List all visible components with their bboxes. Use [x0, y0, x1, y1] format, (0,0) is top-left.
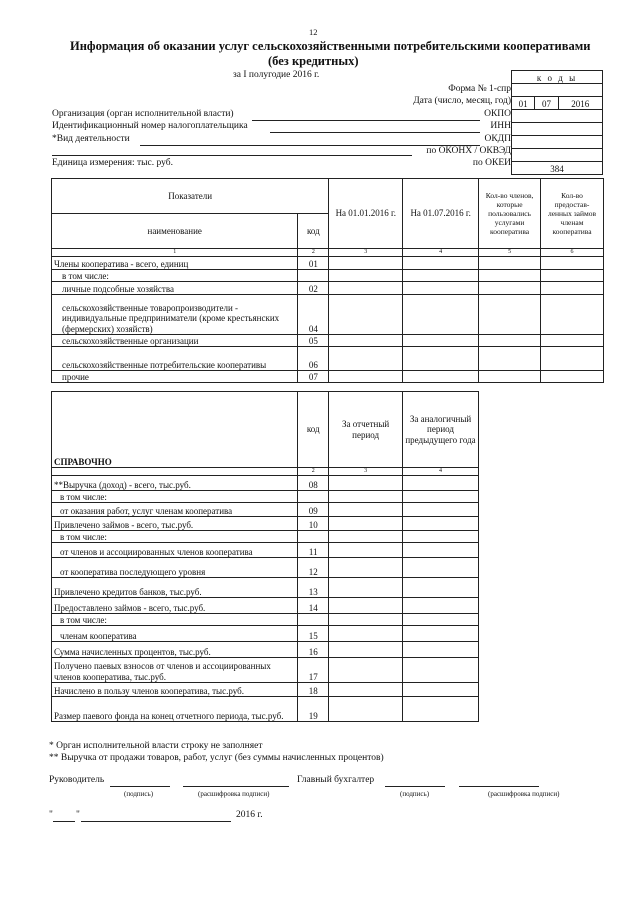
h-previous-period: За аналогичный период предыдущего года: [403, 392, 479, 468]
value-cell[interactable]: [329, 543, 403, 558]
table-row: [52, 347, 604, 371]
org-label: Организация (орган исполнительной власти): [52, 109, 234, 119]
row-name: в том числе:: [52, 270, 298, 282]
row-name: от членов и ассоциированных членов кооператива: [52, 543, 298, 558]
head-label: Руководитель: [49, 775, 105, 785]
idx-cell: 1: [52, 249, 298, 257]
value-cell[interactable]: [329, 371, 403, 383]
okdp-label: ОКДП: [484, 134, 511, 144]
value-cell[interactable]: [329, 503, 403, 517]
inn-field[interactable]: [270, 132, 480, 133]
table-row: [52, 697, 479, 722]
form-code-cell: [512, 84, 603, 97]
row-code: [298, 270, 329, 282]
table-row: [52, 531, 479, 543]
row-name: в том числе:: [52, 531, 298, 543]
value-cell[interactable]: [403, 598, 479, 614]
table-row: [52, 578, 479, 598]
row-name: Привлечено кредитов банков, тыс.руб.: [52, 578, 298, 598]
row-code: [298, 614, 329, 626]
value-cell[interactable]: [479, 282, 541, 295]
value-cell[interactable]: [479, 257, 541, 270]
value-cell[interactable]: [403, 347, 479, 371]
row-name: от кооператива последующего уровня: [52, 558, 298, 578]
row-code: 15: [298, 626, 329, 642]
idx-cell: 3: [329, 249, 403, 257]
chief-accountant-label: Главный бухгалтер: [297, 775, 375, 785]
table-row: [52, 503, 479, 517]
okonh-cell: [512, 149, 603, 162]
value-cell[interactable]: [403, 476, 479, 491]
footnote-2: ** Выручка от продажи товаров, работ, услуг (без суммы начисленных процентов): [49, 753, 384, 763]
row-name: Получено паевых взносов от членов и ассоциированных членов кооператива, тыс.руб.: [52, 658, 298, 683]
value-cell[interactable]: [329, 683, 403, 697]
value-cell[interactable]: [541, 335, 604, 347]
row-name: в том числе:: [52, 491, 298, 503]
idx-cell: 3: [329, 468, 403, 476]
value-cell[interactable]: [329, 517, 403, 531]
row-name: членам кооператива: [52, 626, 298, 642]
row-name: личные подсобные хозяйства: [52, 282, 298, 295]
value-cell[interactable]: [403, 558, 479, 578]
table-row: [52, 257, 604, 270]
value-cell[interactable]: [479, 295, 541, 335]
idx-cell: 4: [403, 249, 479, 257]
value-cell[interactable]: [403, 543, 479, 558]
table-row: [52, 642, 479, 658]
head-decode-field[interactable]: [183, 786, 289, 787]
row-name: Предоставлено займов - всего, тыс.руб.: [52, 598, 298, 614]
row-code: 12: [298, 558, 329, 578]
okpo-label: ОКПО: [484, 109, 511, 119]
table-row: [52, 491, 479, 503]
row-name: сельскохозяйственные товаропроизводители - индивидуальные предприниматели (кроме крестьянских (фермерских) хозяйств): [52, 295, 298, 335]
value-cell[interactable]: [479, 335, 541, 347]
row-name: сельскохозяйственные организации: [52, 335, 298, 347]
row-code: 14: [298, 598, 329, 614]
codes-header: к о д ы: [512, 71, 603, 84]
value-cell[interactable]: [329, 578, 403, 598]
decode-caption: (расшифровка подписи): [198, 790, 270, 798]
inn-label-left: Идентификационный номер налогоплательщика: [52, 121, 248, 131]
table-row: [52, 295, 604, 335]
sign-caption: (подпись): [400, 790, 430, 798]
row-name: **Выручка (доход) - всего, тыс.руб.: [52, 476, 298, 491]
value-cell[interactable]: [541, 371, 604, 383]
row-code: [298, 531, 329, 543]
row-code: 06: [298, 347, 329, 371]
value-cell[interactable]: [403, 503, 479, 517]
row-name: от оказания работ, услуг членам кооператива: [52, 503, 298, 517]
row-name: Размер паевого фонда на конец отчетного периода, тыс.руб.: [52, 697, 298, 722]
table-row: [52, 270, 604, 282]
idx-cell: 4: [403, 468, 479, 476]
row-code: 09: [298, 503, 329, 517]
members-table: [51, 178, 604, 383]
value-cell[interactable]: [403, 626, 479, 642]
h-date1: На 01.01.2016 г.: [329, 179, 403, 249]
h-reference: СПРАВОЧНО: [52, 392, 298, 468]
table-row: [52, 371, 604, 383]
value-cell[interactable]: [329, 697, 403, 722]
value-cell[interactable]: [541, 282, 604, 295]
table-row: [52, 476, 479, 491]
row-name: Сумма начисленных процентов, тыс.руб.: [52, 642, 298, 658]
date-month-field[interactable]: [81, 821, 231, 822]
activity-field[interactable]: [140, 145, 480, 146]
codes-box: [511, 70, 603, 175]
head-signature-field[interactable]: [110, 786, 170, 787]
table-row: [52, 558, 479, 578]
acc-signature-field[interactable]: [385, 786, 445, 787]
row-name: Члены кооператива - всего, единиц: [52, 257, 298, 270]
footnote-1: * Орган исполнительной власти строку не заполняет: [49, 741, 263, 751]
okpo-cell: [512, 110, 603, 123]
table-row: [52, 614, 479, 626]
table-row: [52, 517, 479, 531]
h-code: код: [298, 392, 329, 468]
table-row: [52, 335, 604, 347]
value-cell[interactable]: [403, 683, 479, 697]
value-cell[interactable]: [329, 558, 403, 578]
row-name: в том числе:: [52, 614, 298, 626]
value-cell[interactable]: [329, 642, 403, 658]
okei-label: по ОКЕИ: [472, 158, 511, 168]
row-code: 16: [298, 642, 329, 658]
acc-decode-field[interactable]: [459, 786, 539, 787]
h-name: наименование: [52, 214, 298, 249]
okdp-cell: [512, 136, 603, 149]
row-name: прочие: [52, 371, 298, 383]
value-cell[interactable]: [329, 295, 403, 335]
table-row: [52, 683, 479, 697]
value-cell[interactable]: [541, 257, 604, 270]
date-day: 01: [512, 97, 535, 110]
org-field[interactable]: [252, 120, 480, 121]
row-code: 08: [298, 476, 329, 491]
row-code: 02: [298, 282, 329, 295]
table-row: [52, 658, 479, 683]
value-cell[interactable]: [329, 257, 403, 270]
date-label: Дата (число, месяц, год): [413, 96, 511, 106]
row-code: 07: [298, 371, 329, 383]
value-cell[interactable]: [329, 282, 403, 295]
activity-field-2[interactable]: [52, 155, 412, 156]
date-quote-close: ": [76, 810, 80, 820]
table-row: [52, 282, 604, 295]
sign-caption: (подпись): [124, 790, 154, 798]
h-members-count: Кол-во членов, которые пользовались услугами кооператива: [479, 179, 541, 249]
value-cell[interactable]: [403, 371, 479, 383]
h-code: код: [298, 214, 329, 249]
date-year: 2016: [558, 97, 602, 110]
inn-cell: [512, 123, 603, 136]
value-cell[interactable]: [403, 578, 479, 598]
date-year-label: 2016 г.: [236, 810, 263, 820]
value-cell[interactable]: [403, 282, 479, 295]
value-cell[interactable]: [403, 295, 479, 335]
row-code: 17: [298, 658, 329, 683]
table-row: [52, 626, 479, 642]
value-cell[interactable]: [403, 697, 479, 722]
date-month: 07: [535, 97, 558, 110]
date-day-field[interactable]: [53, 821, 75, 822]
value-cell[interactable]: [329, 347, 403, 371]
value-cell[interactable]: [479, 347, 541, 371]
value-cell[interactable]: [329, 335, 403, 347]
reference-table: [51, 391, 479, 722]
h-loans-count: Кол-во предостав- ленных займов членам кооператива: [541, 179, 604, 249]
form-label: Форма № 1-спр: [448, 84, 511, 94]
okonh-label: по ОКОНХ / ОКВЭД: [426, 146, 511, 156]
inn-label: ИНН: [490, 121, 511, 131]
value-cell[interactable]: [479, 371, 541, 383]
value-cell[interactable]: [403, 257, 479, 270]
value-cell[interactable]: [329, 476, 403, 491]
document-title: Информация об оказании услуг сельскохозяйственными потребительскими кооперативами: [70, 39, 591, 53]
activity-label: *Вид деятельности: [52, 134, 130, 144]
unit-label: Единица измерения: тыс. руб.: [52, 158, 173, 168]
idx-cell: 2: [298, 468, 329, 476]
row-code: 01: [298, 257, 329, 270]
h-date2: На 01.07.2016 г.: [403, 179, 479, 249]
row-code: 18: [298, 683, 329, 697]
value-cell[interactable]: [329, 658, 403, 683]
value-cell[interactable]: [329, 626, 403, 642]
value-cell[interactable]: [329, 598, 403, 614]
row-name: Привлечено займов - всего, тыс.руб.: [52, 517, 298, 531]
idx-cell: 5: [479, 249, 541, 257]
row-code: 10: [298, 517, 329, 531]
value-cell[interactable]: [403, 658, 479, 683]
row-code: 13: [298, 578, 329, 598]
value-cell[interactable]: [403, 517, 479, 531]
row-code: 19: [298, 697, 329, 722]
row-code: [298, 491, 329, 503]
value-cell[interactable]: [541, 347, 604, 371]
h-indicators: Показатели: [52, 179, 329, 214]
table-row: [52, 543, 479, 558]
decode-caption: (расшифровка подписи): [488, 790, 560, 798]
row-code: 11: [298, 543, 329, 558]
okei-value: 384: [512, 162, 603, 175]
row-code: 05: [298, 335, 329, 347]
document-subtitle: (без кредитных): [268, 54, 359, 68]
table-row: [52, 598, 479, 614]
idx-cell: 6: [541, 249, 604, 257]
value-cell[interactable]: [403, 335, 479, 347]
date-quote-open: ": [49, 810, 53, 820]
value-cell[interactable]: [541, 295, 604, 335]
h-current-period: За отчетный период: [329, 392, 403, 468]
report-period: за I полугодие 2016 г.: [233, 70, 320, 80]
row-name: Начислено в пользу членов кооператива, тыс.руб.: [52, 683, 298, 697]
idx-cell: 2: [298, 249, 329, 257]
page-number: 12: [309, 27, 318, 37]
row-code: 04: [298, 295, 329, 335]
row-name: сельскохозяйственные потребительские кооперативы: [52, 347, 298, 371]
value-cell[interactable]: [403, 642, 479, 658]
